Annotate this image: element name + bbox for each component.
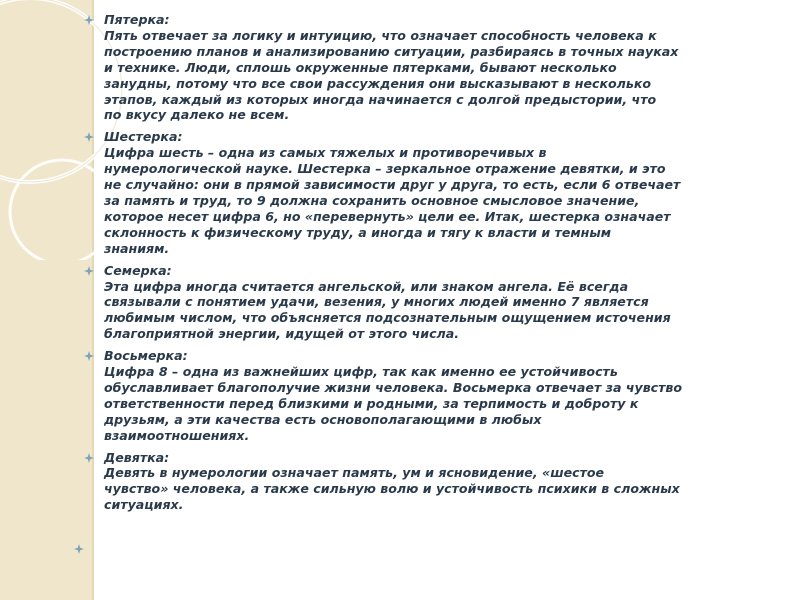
item-heading: Восьмерка: [104,348,188,364]
item-heading: Девятка: [104,449,170,465]
bullet-icon [84,266,94,276]
empty-bullet-icon [74,544,84,554]
item-heading: Семерка: [104,262,172,278]
item-text: Девять в нумерологии означает память, ум и ясновидение, «шестое чувство» человека, а также сильную волю и устойчивость психики в сложных ситуациях. [104,465,680,513]
list-item-eight [80,348,780,443]
item-text: Цифра 8 – одна из важнейших цифр, так как именно ее устойчивость обуславливает благополучие жизни человека. Восьмерка отвечает за чувство ответственности перед близкими и родными, за терпимость и доброту к друзьям, а эти качества есть основополагающими в любых взаимоотношениях. [104,364,683,443]
item-text: Пять отвечает за логику и интуицию, что означает способность человека к построению планов и анализированию ситуации, разбираясь в точных науках и технике. Люди, сплошь окруженные пятерками, бывают несколько занудны, потому что все свои рассуждения они высказывают в несколько этапов, каждый из которых иногда начинается с долгой предыстории, что по вкусу далеко не всем. [104,27,679,123]
bullet-icon [84,351,94,361]
list-item-six [80,129,780,256]
bullet-icon [84,132,94,142]
item-text: Эта цифра иногда считается ангельской, или знаком ангела. Её всегда связывали с понятием удачи, везения, у многих людей именно 7 является любимым числом, что объясняется подсознательным ощущением источения благоприятной энергии, идущей от этого числа. [104,278,671,342]
list-item-five [80,12,780,123]
list-item-nine [80,450,780,514]
numerology-list [80,12,780,519]
item-heading: Пятерка: [104,12,170,27]
bullet-icon [84,453,94,463]
item-heading: Шестерка: [104,129,183,145]
bullet-icon [84,15,94,25]
item-text: Цифра шесть – одна из самых тяжелых и противоречивых в нумерологической науке. Шестерка – зеркальное отражение девятки, и это не случайно: они в прямой зависимости друг у друга, то есть, если 6 отвечает за память и труд, то 9 должна сохранить основное смысловое значение, которое несет цифра 6, но «перевернуть» цели ее. Итак, шестерка означает склонность к физическому труду, а иногда и тягу к власти и темным знаниям. [104,145,681,256]
list-item-seven [80,263,780,343]
